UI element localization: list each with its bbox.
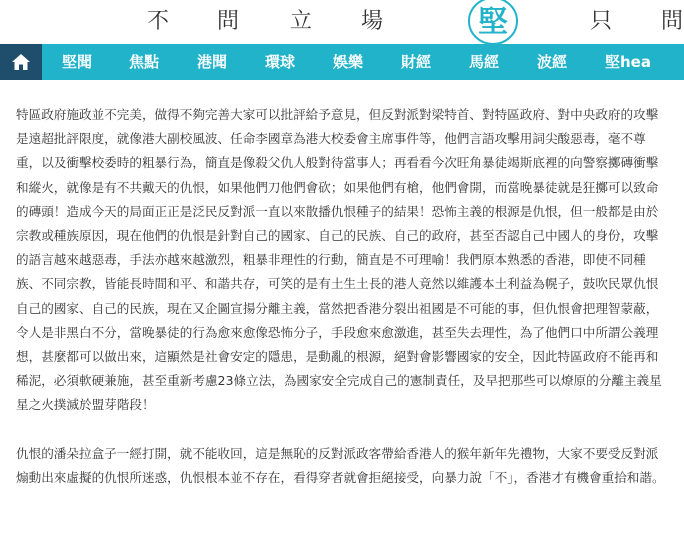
article-paragraph: 特區政府施政並不完美，做得不夠完善大家可以批評給予意見，但反對派對梁特首、對特區政府、對中央政府的攻擊是遠超批評限度，就像港大副校風波、任命李國章為港大校委會主席事件等，他們言語攻擊用詞尖酸惡毒，毫不尊重，以及衝擊校委時的粗暴行為，簡直是像殺父仇人般對待當事人；再看看今次旺角暴徒竭斯底裡的向警察擲磚衝擊和縱火，就像是有不共戴天的仇恨，如果他們刀他們會砍；如果他們有槍，他們會開，而當晚暴徒就是狂擲可以致命的磚頭！造成今天的局面正正是泛民反對派一直以來散播仇恨種子的結果！恐怖主義的根源是仇恨，但一般都是由於宗教或種族原因，現在他們的仇恨是針對自己的國家、自己的民族、自己的政府，甚至否認自己中國人的身份，攻擊的語言越來越惡毒，手法亦越來越激烈，粗暴非理性的行動，簡直是不可理喻！我們原本熟悉的香港，即使不同種族、不同宗教，皆能長時間和平、和諧共存，可笑的是有土生土長的港人竟然以維護本土利益為幌子，鼓吹民眾仇恨自己的國家、自己的民族，現在又企圖宣揚分離主義，當然把香港分裂出祖國是不可能的事，但仇恨會把理智蒙蔽，令人是非黑白不分，當晚暴徒的行為愈來愈像恐怖分子，手段愈來愈激進，甚至失去理性，為了他們口中所謂公義理想，甚麼都可以做出來，這顯然是社會安定的隱患，是動亂的根源，絕對會影響國家的安全，因此特區政府不能再和稀泥，必須軟硬兼施，甚至重新考慮23條立法，為國家安全完成自己的憲制責任，及早把那些可以燎原的分離主義星星之火撲滅於盟芽階段！ [16, 107, 662, 413]
article-paragraph: 仇恨的潘朵拉盒子一經打開，就不能收回，這是無恥的反對派政客帶給香港人的猴年新年先禮物，大家不要受反對派煽動出來虛擬的仇恨所迷惑，仇恨根本並不存在，看得穿者就會拒絕接受，向暴力說「不」，香港才有機會重拾和諧。 [16, 445, 665, 485]
slogan-char: 只 [590, 9, 613, 34]
slogan-char: 問 [217, 9, 240, 34]
article-body [16, 103, 666, 490]
slogan-char: 場 [361, 9, 384, 34]
site-logo[interactable] [464, 0, 522, 48]
nav-item-football[interactable]: 波經 [537, 53, 568, 71]
slogan-char: 立 [290, 9, 313, 34]
logo-char: 堅 [478, 5, 508, 40]
nav-item-jian-news[interactable]: 堅聞 [62, 53, 93, 71]
jian-logo-icon [465, 0, 521, 49]
nav-item-hk-news[interactable]: 港聞 [197, 53, 228, 71]
home-button[interactable] [0, 44, 42, 80]
nav-item-horse-racing[interactable]: 馬經 [469, 53, 500, 71]
nav-item-finance[interactable]: 財經 [401, 53, 432, 71]
slogan-char: 問 [661, 9, 684, 34]
home-icon [11, 53, 31, 71]
nav-item-world[interactable]: 環球 [265, 53, 296, 71]
nav-item-focus[interactable]: 焦點 [129, 53, 160, 71]
nav-item-jian-hea[interactable]: 堅hea [605, 53, 651, 71]
nav-item-entertainment[interactable]: 娛樂 [333, 53, 364, 71]
site-header [0, 0, 684, 44]
main-nav [0, 44, 684, 80]
slogan-char: 不 [147, 9, 170, 34]
